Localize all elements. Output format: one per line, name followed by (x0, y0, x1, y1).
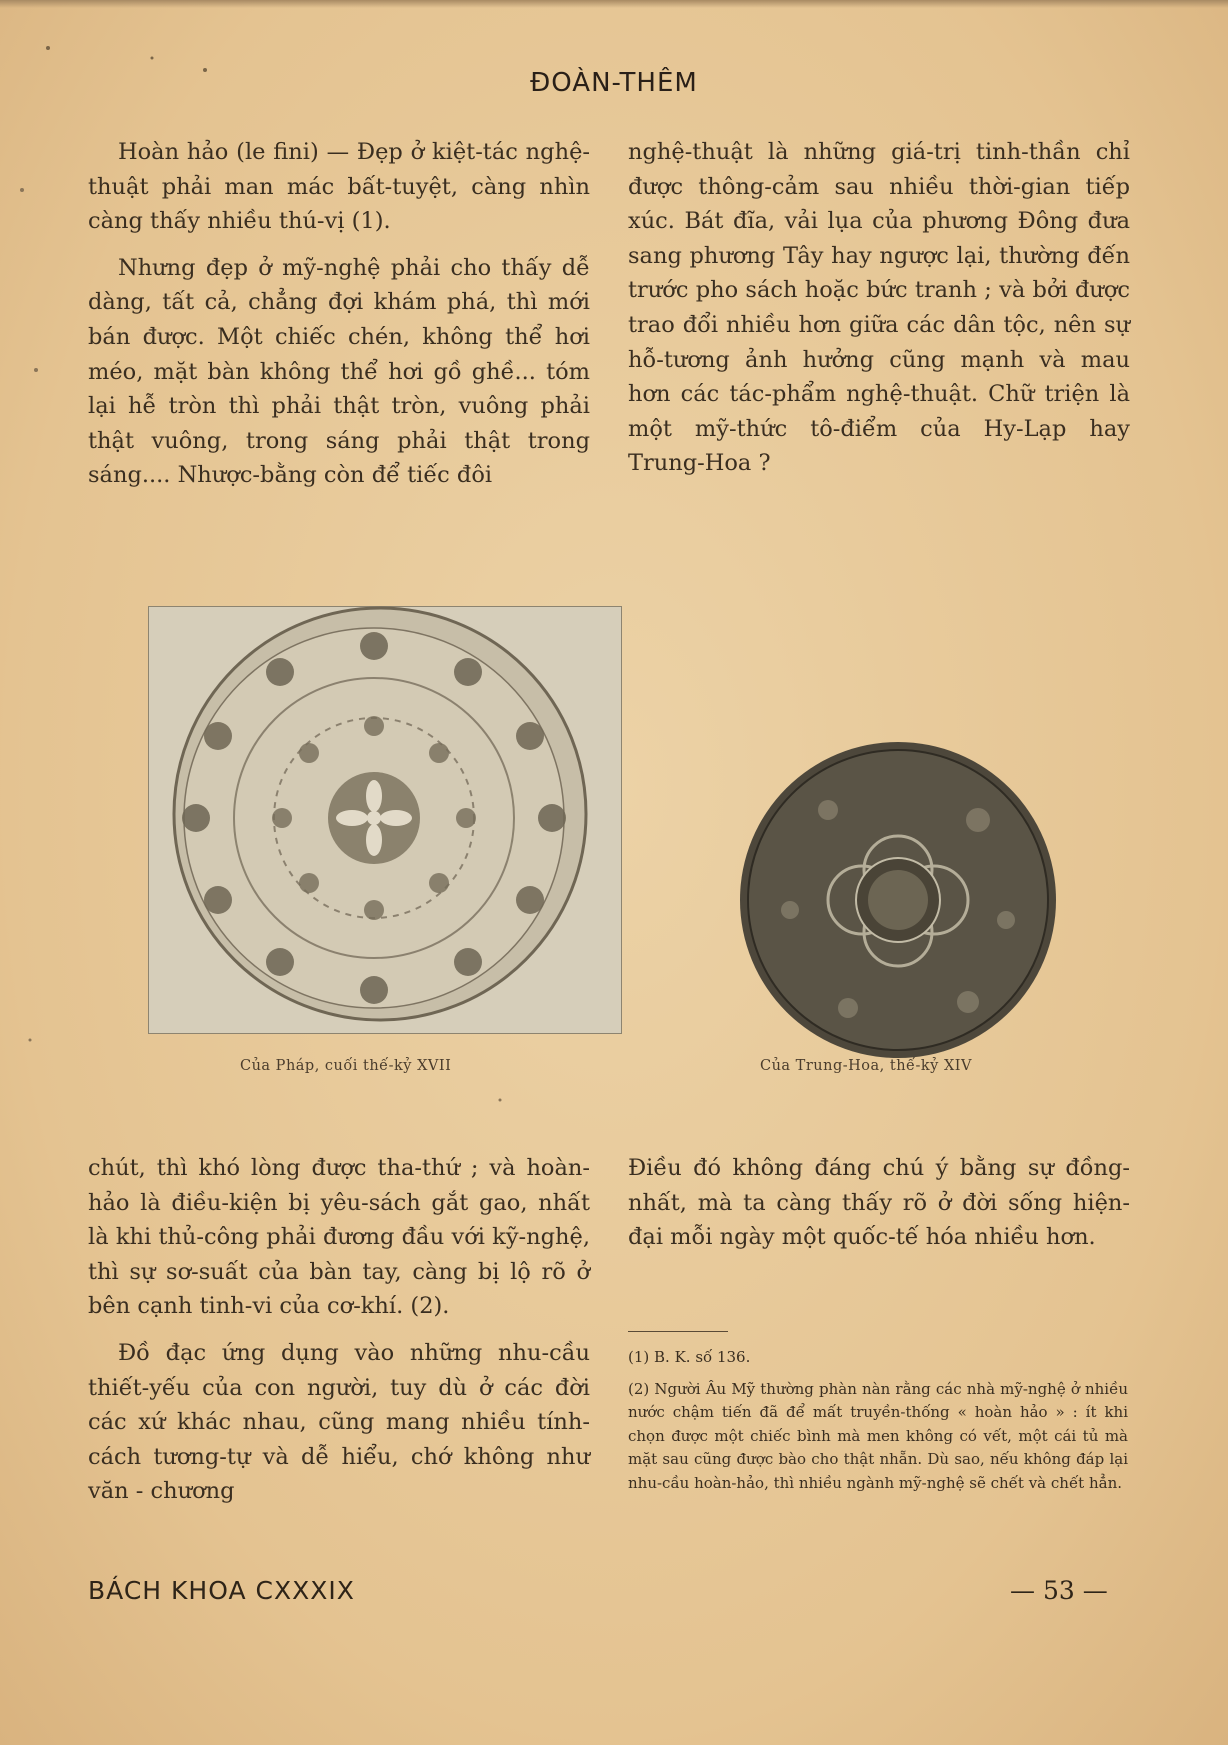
paragraph: Điều đó không đáng chú ý bằng sự đồng-nhất, mà ta càng thấy rõ ở đời sống hiện-đại mỗi ngày một quốc-tế hóa nhiều hơn. (628, 1155, 1130, 1251)
top-left-column (88, 135, 590, 493)
top-right-column (628, 135, 1130, 481)
chinese-plate-illustration (738, 740, 1058, 1060)
paragraph: Hoàn hảo (le fini) — Đẹp ở kiệt-tác nghệ-thuật phải man mác bất-tuyệt, càng nhìn càng thấy nhiều thú-vị (1). (88, 139, 590, 235)
paragraph: nghệ-thuật là những giá-trị tinh-thần chỉ được thông-cảm sau nhiều thời-gian tiếp xúc. Bát đĩa, vải lụa của phương Đông đưa sang phương Tây hay ngược lại, thường đến trước pho sách hoặc bức tranh ; và bởi được trao đổi nhiều hơn giữa các dân tộc, nên sự hỗ-tương ảnh hưởng cũng mạnh và mau hơn các tác-phẩm nghệ-thuật. Chữ triện là một mỹ-thức tô-điểm của Hy-Lạp hay Trung-Hoa ? (628, 139, 1130, 477)
paragraph: chút, thì khó lòng được tha-thứ ; và hoàn-hảo là điều-kiện bị yêu-sách gắt gao, nhất là khi thủ-công phải đương đầu với kỹ-nghệ, thì sự sơ-suất của bàn tay, càng bị lộ rõ ở bên cạnh tinh-vi của cơ-khí. (2). (88, 1155, 590, 1320)
footnote-divider (628, 1331, 728, 1332)
figure-caption-right: Của Trung-Hoa, thế-kỷ XIV (760, 1058, 972, 1074)
page-edge (0, 0, 1228, 8)
footnotes (628, 1346, 1128, 1495)
french-plate-photo (148, 606, 622, 1034)
figure-caption-left: Của Pháp, cuối thế-kỷ XVII (240, 1058, 452, 1074)
chinese-plate-photo (738, 740, 1058, 1060)
publication-footer: BÁCH KHOA CXXXIX (88, 1576, 355, 1605)
bottom-left-column (88, 1151, 590, 1509)
page-number: — 53 — (1010, 1576, 1108, 1605)
paragraph: Nhưng đẹp ở mỹ-nghệ phải cho thấy dễ dàng, tất cả, chẳng đợi khám phá, thì mới bán được. Một chiếc chén, không thể hơi méo, mặt bàn không thể hơi gồ ghề... tóm lại hễ tròn thì phải thật tròn, vuông phải thật vuông, trong sáng phải thật trong sáng.... Nhược-bằng còn để tiếc đôi (88, 254, 590, 489)
paragraph: Đồ đạc ứng dụng vào những nhu-cầu thiết-yếu của con người, tuy dù ở các đời các xứ khác nhau, cũng mang nhiều tính-cách tương-tự và dễ hiểu, chớ không như văn - chương (88, 1339, 590, 1505)
french-plate-illustration (148, 606, 622, 1034)
running-header: ĐOÀN-THÊM (530, 68, 698, 98)
footnote-2: (2) Người Âu Mỹ thường phàn nàn rằng các nhà mỹ-nghệ ở nhiều nước chậm tiến đã để mất truyền-thống « hoàn hảo » : ít khi chọn được một chiếc bình mà men không có vết, một cái tủ mà mặt sau cũng được bào cho thật nhẵn. Dù sao, nếu không đáp lại nhu-cầu hoàn-hảo, thì nhiều ngành mỹ-nghệ sẽ chết và chết hẳn. (628, 1379, 1128, 1492)
bottom-right-column (628, 1151, 1130, 1255)
footnote-1: (1) B. K. số 136. (628, 1348, 751, 1366)
